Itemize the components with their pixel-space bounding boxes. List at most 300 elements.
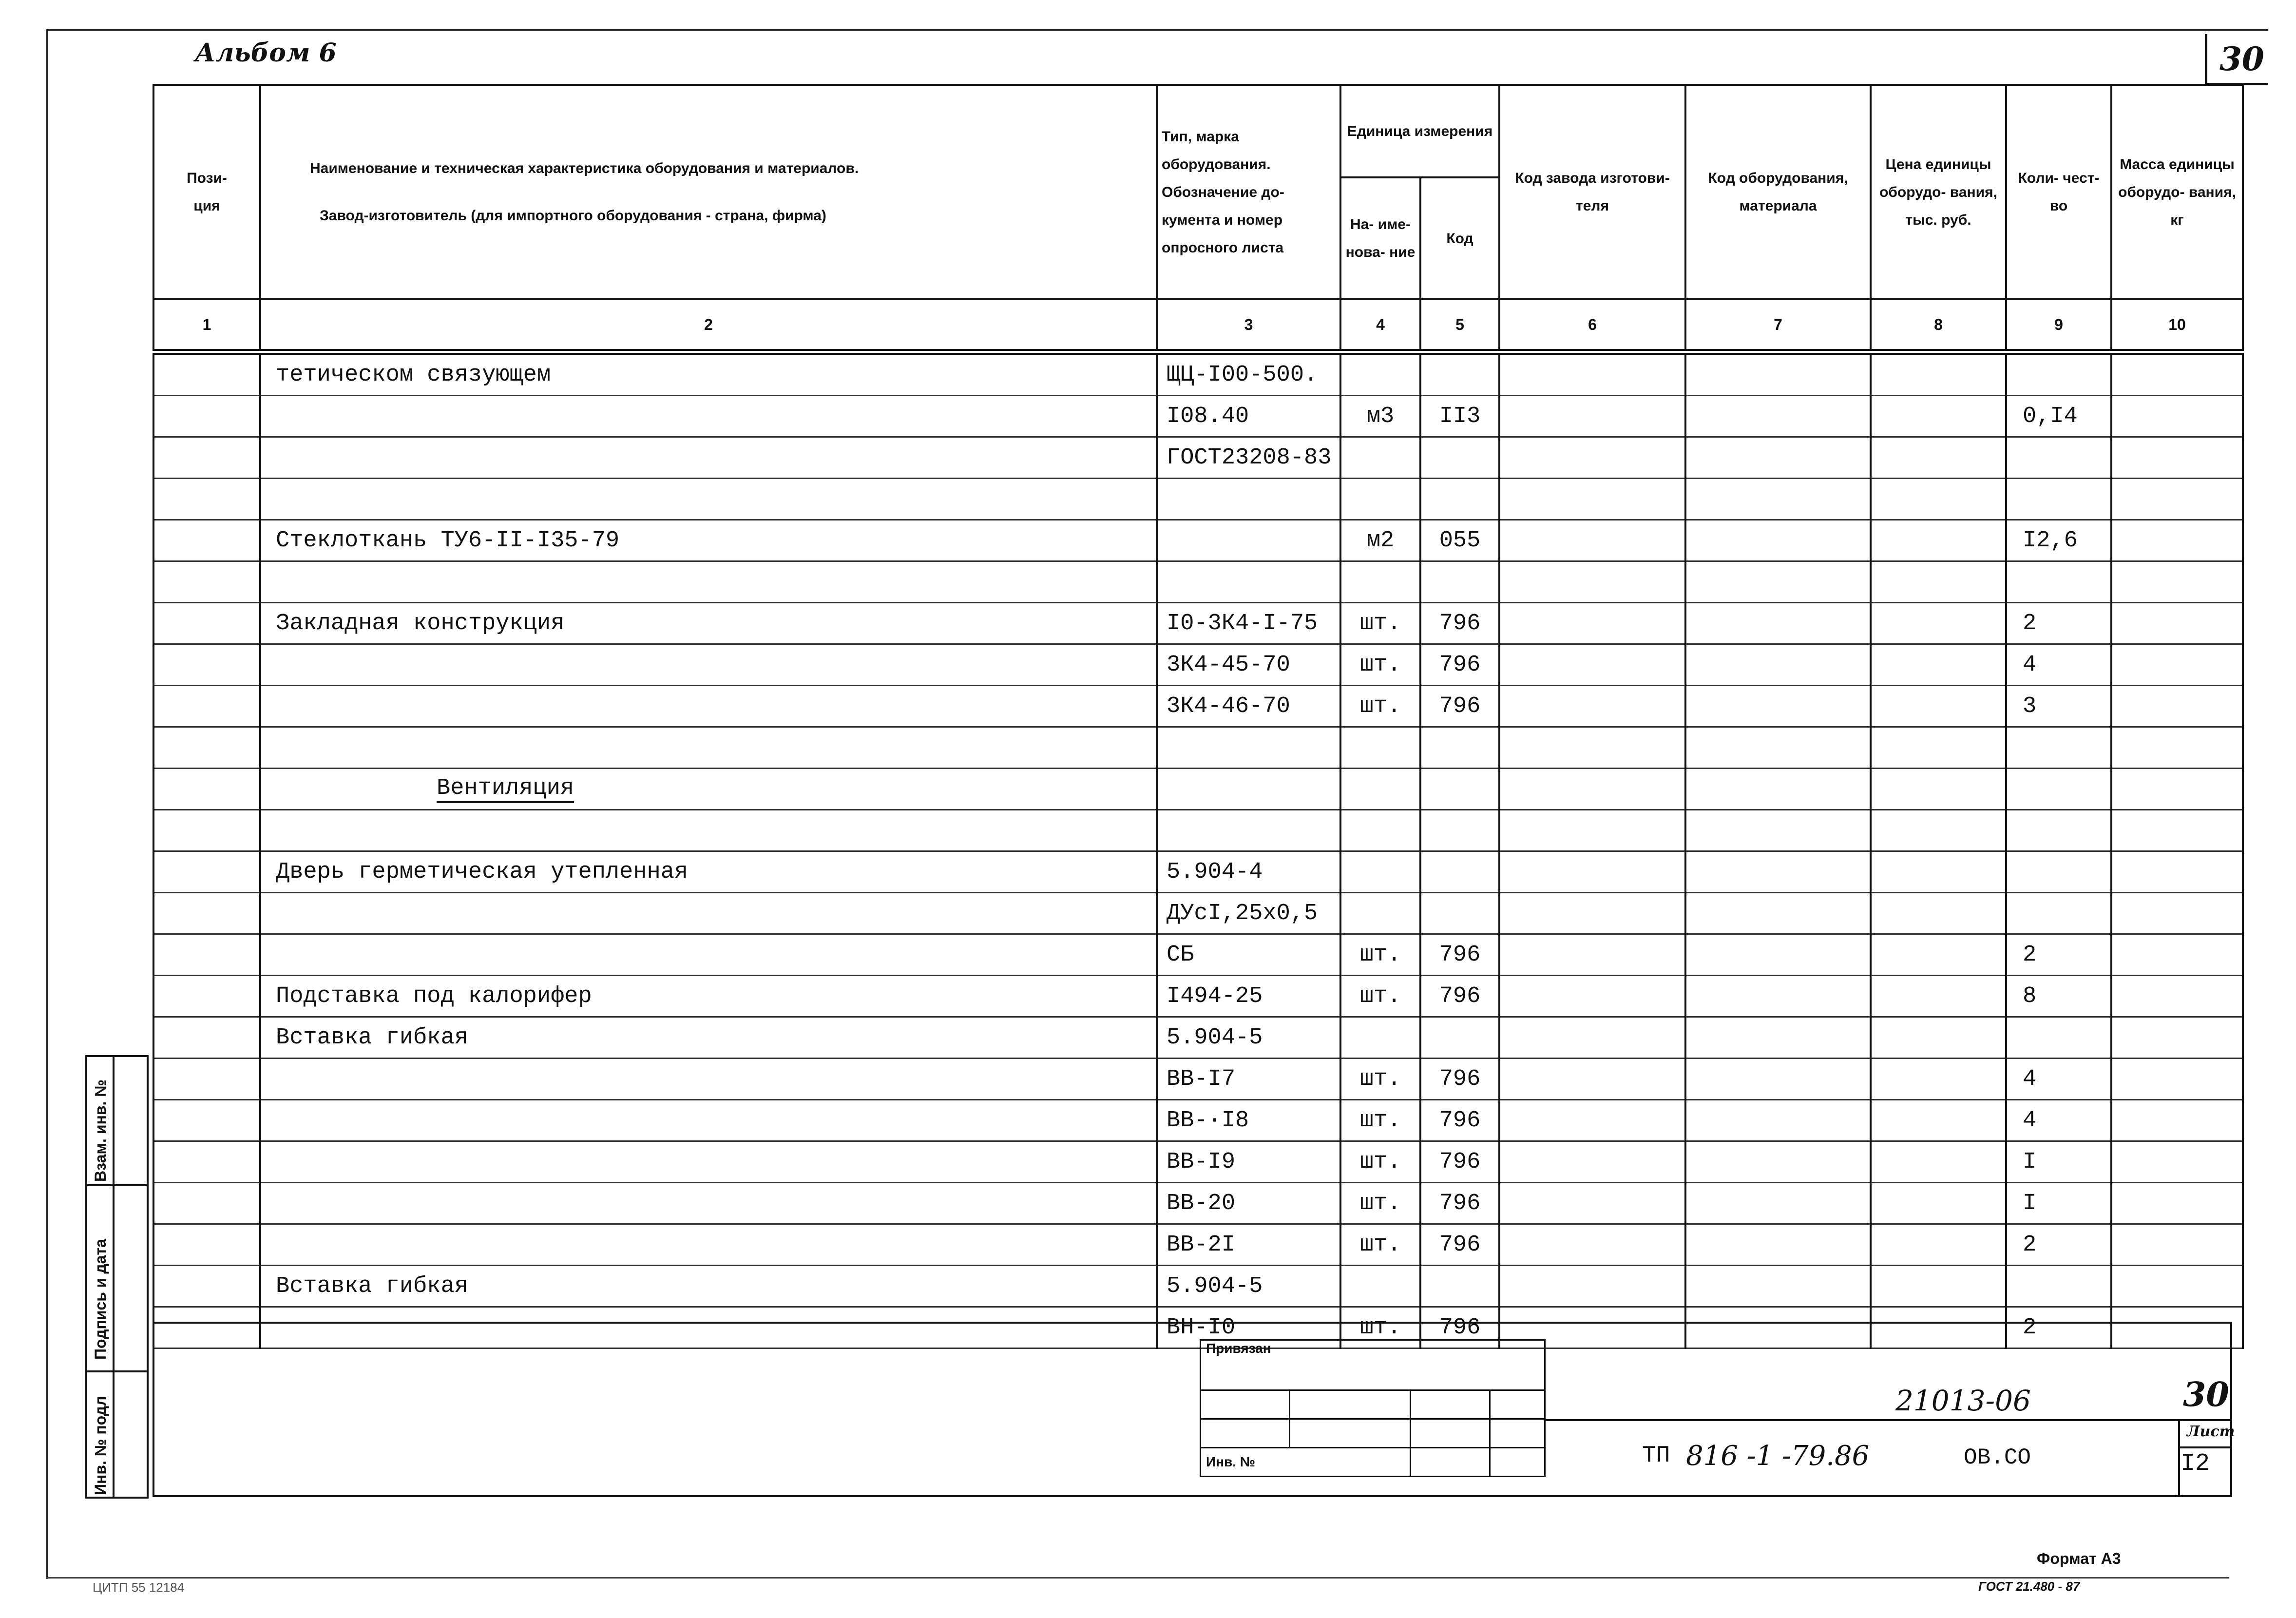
price-cell — [1871, 354, 2006, 396]
factory-code-cell — [1499, 1017, 1685, 1059]
item-doc-cell: 5.904-5 — [1157, 1017, 1340, 1059]
position-cell — [153, 686, 260, 727]
gost-label: ГОСТ 21.480 - 87 — [1978, 1579, 2080, 1594]
item-unit-code-cell: 796 — [1420, 1141, 1499, 1183]
item-unit-cell — [1340, 893, 1420, 934]
item-quantity-cell: 8 — [2006, 976, 2111, 1017]
table-row — [153, 1059, 2243, 1100]
item-name-cell — [260, 727, 1157, 769]
item-name-cell: Подставка под калорифер — [260, 976, 1157, 1017]
mass-cell — [2111, 1059, 2243, 1100]
item-doc-cell: ВВ-2I — [1157, 1224, 1340, 1266]
table-row — [153, 851, 2243, 893]
column-number-row — [153, 299, 2243, 350]
factory-code-cell — [1499, 851, 1685, 893]
position-cell — [153, 1266, 260, 1307]
factory-code-cell — [1499, 934, 1685, 976]
item-unit-code-cell — [1420, 893, 1499, 934]
factory-code-cell — [1499, 810, 1685, 851]
factory-code-cell — [1499, 520, 1685, 561]
table-row — [153, 1100, 2243, 1141]
mass-cell — [2111, 479, 2243, 520]
item-quantity-cell: 4 — [2006, 644, 2111, 686]
item-name-cell — [260, 437, 1157, 479]
item-unit-cell: шт. — [1340, 603, 1420, 644]
item-quantity-cell — [2006, 893, 2111, 934]
table-row — [153, 1183, 2243, 1224]
position-cell — [153, 561, 260, 603]
item-doc-cell: ВВ-20 — [1157, 1183, 1340, 1224]
price-cell — [1871, 396, 2006, 437]
table-row — [153, 934, 2243, 976]
page-frame-left — [46, 29, 48, 1579]
equipment-code-cell — [1685, 603, 1871, 644]
item-doc-cell: ВВ-I7 — [1157, 1059, 1340, 1100]
factory-code-cell — [1499, 396, 1685, 437]
price-cell — [1871, 644, 2006, 686]
position-cell — [153, 437, 260, 479]
factory-code-cell — [1499, 1059, 1685, 1100]
item-unit-cell: шт. — [1340, 1183, 1420, 1224]
factory-code-cell — [1499, 769, 1685, 810]
item-doc-cell: ЩЦ-I00-500. — [1157, 354, 1340, 396]
position-cell — [153, 1183, 260, 1224]
position-cell — [153, 727, 260, 769]
ov-code: ОВ.СО — [1964, 1445, 2031, 1470]
item-name-cell — [260, 561, 1157, 603]
equipment-code-cell — [1685, 810, 1871, 851]
item-quantity-cell — [2006, 851, 2111, 893]
item-doc-cell: ГОСТ23208-83 — [1157, 437, 1340, 479]
equipment-code-cell — [1685, 1141, 1871, 1183]
item-unit-code-cell — [1420, 769, 1499, 810]
mass-cell — [2111, 561, 2243, 603]
doc-code: 21013-06 — [1895, 1384, 2031, 1417]
factory-code-cell — [1499, 1141, 1685, 1183]
equipment-code-cell — [1685, 520, 1871, 561]
item-name-cell: Стеклоткань ТУ6-II-I35-79 — [260, 520, 1157, 561]
column-number: 9 — [2006, 299, 2111, 350]
item-unit-cell — [1340, 851, 1420, 893]
item-quantity-cell — [2006, 810, 2111, 851]
mass-cell — [2111, 1100, 2243, 1141]
equipment-code-cell — [1685, 1183, 1871, 1224]
item-doc-cell: СБ — [1157, 934, 1340, 976]
item-unit-cell: шт. — [1340, 1224, 1420, 1266]
table-row — [153, 769, 2243, 810]
factory-code-cell — [1499, 354, 1685, 396]
side-label-vzam: Взам. инв. № — [92, 1079, 109, 1182]
equipment-code-cell — [1685, 727, 1871, 769]
position-cell — [153, 851, 260, 893]
item-unit-code-cell — [1420, 1017, 1499, 1059]
equipment-code-cell — [1685, 1059, 1871, 1100]
equipment-code-cell — [1685, 976, 1871, 1017]
table-row — [153, 354, 2243, 396]
price-cell — [1871, 437, 2006, 479]
inv-no-label: Инв. № — [1201, 1448, 1411, 1477]
column-number: 8 — [1871, 299, 2006, 350]
factory-code-cell — [1499, 686, 1685, 727]
tp-prefix: ТП — [1642, 1443, 1670, 1469]
table-row — [153, 396, 2243, 437]
factory-code-cell — [1499, 1224, 1685, 1266]
equipment-code-cell — [1685, 851, 1871, 893]
position-cell — [153, 479, 260, 520]
item-name-cell — [260, 1059, 1157, 1100]
item-quantity-cell — [2006, 1266, 2111, 1307]
factory-code-cell — [1499, 437, 1685, 479]
position-cell — [153, 1141, 260, 1183]
item-unit-cell — [1340, 479, 1420, 520]
table-row — [153, 686, 2243, 727]
equipment-code-cell — [1685, 769, 1871, 810]
table-row — [153, 1266, 2243, 1307]
privyazan-table — [1200, 1339, 1546, 1477]
factory-code-cell — [1499, 603, 1685, 644]
table-row — [153, 976, 2243, 1017]
item-doc-cell — [1157, 479, 1340, 520]
equipment-code-cell — [1685, 1266, 1871, 1307]
item-name-cell — [260, 1100, 1157, 1141]
position-cell — [153, 810, 260, 851]
column-number: 3 — [1157, 299, 1340, 350]
column-number: 5 — [1420, 299, 1499, 350]
item-unit-cell — [1340, 437, 1420, 479]
item-doc-cell: I08.40 — [1157, 396, 1340, 437]
factory-code-cell — [1499, 1266, 1685, 1307]
item-unit-code-cell: 796 — [1420, 1059, 1499, 1100]
side-divider-1 — [85, 1184, 149, 1186]
position-cell — [153, 1017, 260, 1059]
mass-cell — [2111, 1183, 2243, 1224]
mass-cell — [2111, 727, 2243, 769]
position-cell — [153, 603, 260, 644]
album-label: Альбом 6 — [195, 38, 337, 68]
price-cell — [1871, 1183, 2006, 1224]
mass-cell — [2111, 437, 2243, 479]
position-cell — [153, 976, 260, 1017]
left-footer-code: ЦИТП 55 12184 — [93, 1580, 185, 1595]
price-cell — [1871, 603, 2006, 644]
price-cell — [1871, 893, 2006, 934]
item-unit-cell: шт. — [1340, 1059, 1420, 1100]
column-number: 1 — [153, 299, 260, 350]
equipment-code-cell — [1685, 479, 1871, 520]
item-unit-code-cell — [1420, 727, 1499, 769]
price-cell — [1871, 1224, 2006, 1266]
price-cell — [1871, 686, 2006, 727]
item-unit-cell — [1340, 769, 1420, 810]
page-frame-top — [46, 29, 2268, 31]
item-doc-cell: 5.904-4 — [1157, 851, 1340, 893]
item-name-cell — [260, 1141, 1157, 1183]
item-quantity-cell: 2 — [2006, 934, 2111, 976]
header-unit-name: На- име- нова- ние — [1340, 177, 1420, 299]
tp-number: 816 -1 -79.86 — [1686, 1440, 1870, 1472]
factory-code-cell — [1499, 644, 1685, 686]
item-doc-cell: ВВ-I9 — [1157, 1141, 1340, 1183]
table-row — [153, 437, 2243, 479]
item-doc-cell: ВВ-·I8 — [1157, 1100, 1340, 1141]
page-frame-bottom — [46, 1577, 2229, 1579]
item-name-cell — [260, 396, 1157, 437]
equipment-code-cell — [1685, 1100, 1871, 1141]
item-doc-cell: ВН-I0 — [1157, 1307, 1340, 1348]
equipment-code-cell — [1685, 1224, 1871, 1266]
position-cell — [153, 893, 260, 934]
item-quantity-cell: 2 — [2006, 1307, 2111, 1348]
table-row — [153, 603, 2243, 644]
item-unit-code-cell: 796 — [1420, 1307, 1499, 1348]
item-unit-code-cell — [1420, 354, 1499, 396]
price-cell — [1871, 976, 2006, 1017]
item-doc-cell: I0-3К4-I-75 — [1157, 603, 1340, 644]
item-unit-code-cell: 796 — [1420, 1100, 1499, 1141]
position-cell — [153, 934, 260, 976]
price-cell — [1871, 810, 2006, 851]
mass-cell — [2111, 769, 2243, 810]
table-row — [153, 479, 2243, 520]
item-quantity-cell: 4 — [2006, 1059, 2111, 1100]
header-unit-code: Код — [1420, 177, 1499, 299]
table-row — [153, 520, 2243, 561]
table-row — [153, 810, 2243, 851]
item-quantity-cell — [2006, 727, 2111, 769]
mass-cell — [2111, 686, 2243, 727]
header-equipment-code: Код оборудования, материала — [1685, 85, 1871, 299]
equipment-code-cell — [1685, 893, 1871, 934]
item-unit-code-cell: 796 — [1420, 1183, 1499, 1224]
header-type: Тип, марка оборудования. Обозначение до- кумента и номер опросного листа — [1157, 85, 1340, 299]
item-quantity-cell: I — [2006, 1141, 2111, 1183]
price-cell — [1871, 1017, 2006, 1059]
factory-code-cell — [1499, 976, 1685, 1017]
privyazan-label: Привязан — [1201, 1340, 1545, 1390]
sheet-box-divider — [2178, 1446, 2232, 1448]
item-quantity-cell — [2006, 1017, 2111, 1059]
position-cell — [153, 354, 260, 396]
sheet-number-big: 30 — [2183, 1375, 2229, 1414]
price-cell — [1871, 851, 2006, 893]
price-cell — [1871, 1266, 2006, 1307]
header-name: Наименование и техническая характеристика оборудования и материалов. Завод-изготовитель (для импортного оборудования - страна, фирма) — [260, 85, 1157, 299]
mass-cell — [2111, 893, 2243, 934]
item-name-cell — [260, 893, 1157, 934]
column-number: 4 — [1340, 299, 1420, 350]
item-unit-code-cell: II3 — [1420, 396, 1499, 437]
item-quantity-cell: 2 — [2006, 603, 2111, 644]
item-quantity-cell — [2006, 354, 2111, 396]
item-unit-cell: м2 — [1340, 520, 1420, 561]
factory-code-cell — [1499, 479, 1685, 520]
price-cell — [1871, 561, 2006, 603]
item-unit-cell — [1340, 727, 1420, 769]
side-label-podpis: Подпись и дата — [92, 1239, 109, 1360]
mass-cell — [2111, 810, 2243, 851]
price-cell — [1871, 1059, 2006, 1100]
mass-cell — [2111, 1141, 2243, 1183]
item-unit-cell — [1340, 561, 1420, 603]
item-unit-cell: м3 — [1340, 396, 1420, 437]
mass-cell — [2111, 851, 2243, 893]
equipment-code-cell — [1685, 437, 1871, 479]
item-unit-code-cell — [1420, 437, 1499, 479]
item-unit-cell — [1340, 354, 1420, 396]
item-quantity-cell: 3 — [2006, 686, 2111, 727]
item-unit-code-cell — [1420, 1266, 1499, 1307]
item-unit-cell — [1340, 810, 1420, 851]
item-quantity-cell: I2,6 — [2006, 520, 2111, 561]
equipment-code-cell — [1685, 354, 1871, 396]
header-price: Цена единицы оборудо- вания, тыс. руб. — [1871, 85, 2006, 299]
item-unit-cell: шт. — [1340, 1307, 1420, 1348]
item-unit-cell: шт. — [1340, 976, 1420, 1017]
item-quantity-cell: 2 — [2006, 1224, 2111, 1266]
position-cell — [153, 520, 260, 561]
column-number: 7 — [1685, 299, 1871, 350]
side-label-inv-podl: Инв. № подл — [92, 1396, 109, 1495]
item-unit-cell: шт. — [1340, 1100, 1420, 1141]
mass-cell — [2111, 520, 2243, 561]
equipment-code-cell — [1685, 934, 1871, 976]
item-quantity-cell — [2006, 437, 2111, 479]
price-cell — [1871, 934, 2006, 976]
item-unit-cell — [1340, 1266, 1420, 1307]
table-row — [153, 1224, 2243, 1266]
equipment-code-cell — [1685, 644, 1871, 686]
item-doc-cell: 3К4-45-70 — [1157, 644, 1340, 686]
price-cell — [1871, 479, 2006, 520]
price-cell — [1871, 520, 2006, 561]
item-doc-cell — [1157, 769, 1340, 810]
item-quantity-cell: 4 — [2006, 1100, 2111, 1141]
item-unit-code-cell — [1420, 810, 1499, 851]
header-mass: Масса единицы оборудо- вания, кг — [2111, 85, 2243, 299]
item-unit-code-cell: 796 — [1420, 644, 1499, 686]
item-doc-cell: 3К4-46-70 — [1157, 686, 1340, 727]
equipment-code-cell — [1685, 686, 1871, 727]
section-subtitle: Вентиляция — [437, 775, 574, 803]
header-quantity: Коли- чест- во — [2006, 85, 2111, 299]
item-unit-code-cell — [1420, 479, 1499, 520]
table-row — [153, 561, 2243, 603]
mass-cell — [2111, 1266, 2243, 1307]
item-quantity-cell: 0,I4 — [2006, 396, 2111, 437]
mass-cell — [2111, 603, 2243, 644]
item-name-cell — [260, 810, 1157, 851]
item-unit-cell: шт. — [1340, 686, 1420, 727]
header-unit-group: Единица измерения — [1340, 85, 1499, 177]
item-quantity-cell — [2006, 769, 2111, 810]
column-number: 10 — [2111, 299, 2243, 350]
table-row — [153, 893, 2243, 934]
factory-code-cell — [1499, 1183, 1685, 1224]
item-quantity-cell — [2006, 479, 2111, 520]
mass-cell — [2111, 1224, 2243, 1266]
position-cell — [153, 396, 260, 437]
item-doc-cell — [1157, 727, 1340, 769]
item-name-cell: Дверь герметическая утепленная — [260, 851, 1157, 893]
position-cell — [153, 1224, 260, 1266]
specification-table — [153, 84, 2244, 1349]
mass-cell — [2111, 1017, 2243, 1059]
item-doc-cell — [1157, 810, 1340, 851]
position-cell — [153, 1059, 260, 1100]
factory-code-cell — [1499, 1100, 1685, 1141]
item-doc-cell: ДУсI,25х0,5 — [1157, 893, 1340, 934]
side-divider-2 — [85, 1370, 149, 1372]
equipment-code-cell — [1685, 561, 1871, 603]
item-name-cell: Вставка гибкая — [260, 1266, 1157, 1307]
page-number-top: 30 — [2219, 40, 2264, 78]
item-quantity-cell — [2006, 561, 2111, 603]
price-cell — [1871, 727, 2006, 769]
equipment-code-cell — [1685, 1017, 1871, 1059]
specification-body — [153, 354, 2243, 1348]
item-name-cell — [260, 644, 1157, 686]
header-position: Пози- ция — [153, 85, 260, 299]
table-row — [153, 644, 2243, 686]
stamp-line — [1544, 1419, 2232, 1421]
price-cell — [1871, 1141, 2006, 1183]
item-name-cell — [260, 479, 1157, 520]
item-name-cell — [260, 934, 1157, 976]
item-unit-code-cell: 796 — [1420, 1224, 1499, 1266]
item-unit-code-cell: 796 — [1420, 686, 1499, 727]
factory-code-cell — [1499, 727, 1685, 769]
item-doc-cell — [1157, 561, 1340, 603]
table-row — [153, 1017, 2243, 1059]
mass-cell — [2111, 644, 2243, 686]
header-factory-code: Код завода изготови- теля — [1499, 85, 1685, 299]
item-doc-cell — [1157, 520, 1340, 561]
price-cell — [1871, 769, 2006, 810]
position-cell — [153, 1100, 260, 1141]
item-unit-cell — [1340, 1017, 1420, 1059]
item-name-cell — [260, 1224, 1157, 1266]
mass-cell — [2111, 934, 2243, 976]
table-row — [153, 727, 2243, 769]
mass-cell — [2111, 354, 2243, 396]
format-label: Формат А3 — [2037, 1550, 2121, 1567]
item-unit-code-cell: 796 — [1420, 934, 1499, 976]
item-unit-code-cell: 796 — [1420, 976, 1499, 1017]
factory-code-cell — [1499, 561, 1685, 603]
mass-cell — [2111, 396, 2243, 437]
item-name-cell — [260, 686, 1157, 727]
item-unit-code-cell: 055 — [1420, 520, 1499, 561]
item-name-cell: тетическом связующем — [260, 354, 1157, 396]
item-unit-cell: шт. — [1340, 1141, 1420, 1183]
position-cell — [153, 769, 260, 810]
sheet-number: I2 — [2181, 1450, 2210, 1478]
item-name-cell — [260, 1183, 1157, 1224]
item-name-cell — [260, 769, 1157, 810]
table-row — [153, 1141, 2243, 1183]
item-unit-code-cell — [1420, 561, 1499, 603]
item-unit-code-cell: 796 — [1420, 603, 1499, 644]
item-unit-cell: шт. — [1340, 934, 1420, 976]
equipment-code-cell — [1685, 396, 1871, 437]
item-quantity-cell: I — [2006, 1183, 2111, 1224]
column-number: 2 — [260, 299, 1157, 350]
item-unit-cell: шт. — [1340, 644, 1420, 686]
item-name-cell: Вставка гибкая — [260, 1017, 1157, 1059]
item-name-cell: Закладная конструкция — [260, 603, 1157, 644]
item-doc-cell: I494-25 — [1157, 976, 1340, 1017]
column-number: 6 — [1499, 299, 1685, 350]
